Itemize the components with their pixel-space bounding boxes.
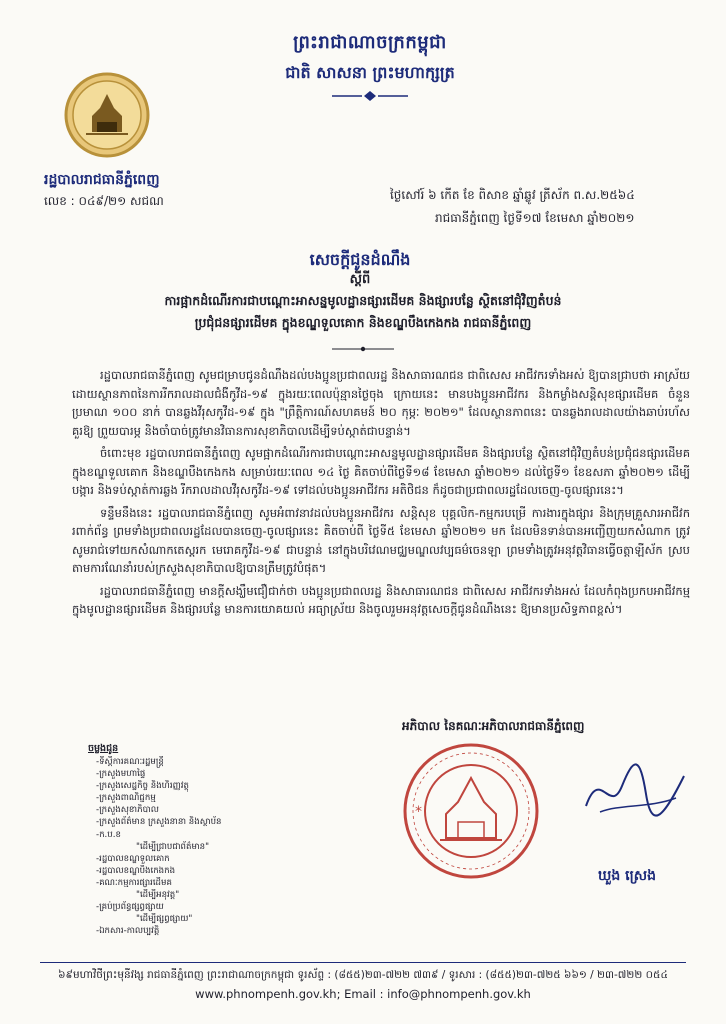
footer-address: ៦៩មហាវិថីព្រះមុនីវង្ស រាជធានីភ្នំពេញ ព្រះរាជាណាចក្រកម្ពុជា ទូរស័ព្ទ : (៨៥៥)២៣-៧២២ ៧៣៩ / ទូរសារ : (៨៥៥)២៣-៧២៥ ៦៦១ / ២៣-៧២២ ០៥៤ bbox=[58, 969, 668, 981]
ornament-divider-icon bbox=[330, 88, 410, 104]
cc-item: -ក្រសួងសេដ្ឋកិច្ច និងហិរញ្ញវត្ថុ bbox=[96, 781, 189, 792]
kingdom-heading: ព្រះរាជាណាចក្រកម្ពុជា bbox=[293, 32, 447, 53]
cc-item: -ក្រសួងពាណិជ្ជកម្ម bbox=[96, 793, 156, 804]
subject-line: ការផ្អាកដំណើរការជាបណ្តោះអាសន្នមូលដ្ឋានផ្សារដើមគ និងផ្សារបន្លែ ស្ថិតនៅជុំវិញតំបន់ bbox=[164, 293, 562, 308]
motto-heading: ជាតិ សាសនា ព្រះមហាក្សត្រ bbox=[285, 63, 455, 82]
footer-rule bbox=[40, 962, 686, 963]
cc-heading: ចម្លងជូន bbox=[88, 743, 119, 754]
signer-title: អភិបាល នៃគណៈអភិបាលរាជធានីភ្នំពេញ bbox=[402, 719, 585, 733]
cc-item: -ឯកសារ-កាលប្បវត្តិ bbox=[96, 926, 160, 937]
official-stamp bbox=[400, 740, 542, 882]
cc-item: "ដើម្បីអនុវត្ត" bbox=[136, 890, 180, 901]
body-paragraph: ទន្ទឹមនឹងនេះ រដ្ឋបាលរាជធានីភ្នំពេញ សូមអំពាវនាវដល់បងប្អូនអាជីវករ សន្តិសុខ បុគ្គលិក-កម្មករបម្រើ ការងារក្នុងផ្សារ និងក្រុមគ្រួសារអាជីវករពាក់ព័ន្ធ ព្រមទាំងប្រជាពលរដ្ឋដែលបានចេញ-ចូលផ្សារនេះ គិតចាប់ពី ថ្ងៃទី៥ ខែមេសា ឆ្នាំ២០២១ មក ដែលមិនទាន់បានអញ្ជើញយកសំណាក ត្រូវសូមរាជ់ទៅយកសំណាកតេស្តរក មេរោគកូវីដ-១៩ ជាបន្ទាន់ នៅក្នុងបរិវេណមជ្ឈមណ្ឌលវប្បធម៌ចេនឡា ព្រមទាំងត្រូវអនុវត្តវិធានធ្វើចត្តាឡីស័ក ស្របតាមការណែនាំរបស់ក្រសួងសុខាភិបាលឱ្យបានត្រឹមត្រូវបំផុត។ bbox=[72, 505, 690, 575]
cc-item: -រដ្ឋបាលខណ្ឌបឹងកេងកង bbox=[96, 865, 176, 876]
cc-item: -ក្រសួងសុខាភិបាល bbox=[96, 805, 159, 816]
signer-name: ឃួង ស្រេង bbox=[598, 868, 656, 884]
cc-item: -ទីស្តីការគណៈរដ្ឋមន្ត្រី bbox=[96, 757, 164, 767]
cc-item: -ក្រសួងមហាផ្ទៃ bbox=[96, 769, 146, 780]
document-subject bbox=[78, 290, 648, 334]
document-title: សេចក្តីជូនដំណឹង bbox=[309, 250, 411, 269]
issuer-name: រដ្ឋបាលរាជធានីភ្នំពេញ bbox=[44, 172, 160, 188]
cc-list bbox=[96, 756, 296, 937]
notice-body bbox=[72, 366, 690, 623]
gregorian-date: រាជធានីភ្នំពេញ ថ្ងៃទី១៧ ខែមេសា ឆ្នាំ២០២១ bbox=[435, 211, 635, 225]
cc-item: -ក្រសួងព័ត៌មាន ក្រសួងនានា និងស្ថាប័ន bbox=[96, 817, 222, 828]
cc-item: -គណៈកម្មការផ្សារដើមគ bbox=[96, 877, 172, 888]
cc-item: -ក.ប.ខ bbox=[96, 829, 121, 840]
body-paragraph: ចំពោះមុខ រដ្ឋបាលរាជធានីភ្នំពេញ សូមផ្អាកដំណើរការជាបណ្តោះអាសន្នមូលដ្ឋានផ្សារដើមគ និងផ្សារបន្លែ ស្ថិតនៅជុំវិញតំបន់ប្រជុំជនផ្សារដើមគ ក្នុងខណ្ឌទួលគោក និងខណ្ឌបឹងកេងកង សម្រាប់រយៈពេល ១៤ ថ្ងៃ គិតចាប់ពីថ្ងៃទី១៨ ខែមេសា ឆ្នាំ២០២១ ដល់ថ្ងៃទី១ ខែឧសភា ឆ្នាំ២០២១ ដើម្បីបង្ការ និងទប់ស្កាត់ការឆ្លង រីករាលដាលវីរុសកូវីដ-១៩ ទៅដល់បងប្អូនអាជីវករ អតិថិជន ក៏ដូចជាប្រជាពលរដ្ឋដែលចេញ-ចូលផ្សារនេះ។ bbox=[72, 446, 690, 497]
body-paragraph: រដ្ឋបាលរាជធានីភ្នំពេញ មានក្តីសង្ឃឹមជឿជាក់ថា បងប្អូនប្រជាពលរដ្ឋ និងសាធារណជន ជាពិសេស អាជីវករទាំងអស់ ដែលកំពុងប្រកបអាជីវកម្មក្នុងមូលដ្ឋានផ្សារដើមគ និងផ្សារបន្លែ មានការយោគយល់ អធ្យាស្រ័យ និងចូលរួមអនុវត្តសេចក្តីជូនដំណឹងនេះ ឱ្យមានប្រសិទ្ធភាពខ្ពស់។ bbox=[72, 583, 690, 616]
handwritten-signature bbox=[580, 746, 690, 826]
subject-line: ប្រជុំជនផ្សារដើមគ ក្នុងខណ្ឌទួលគោក និងខណ្ឌបឹងកេងកង រាជធានីភ្នំពេញ bbox=[194, 315, 532, 330]
cc-item: "ដើម្បីជ្រាបជាព័ត៌មាន" bbox=[136, 841, 210, 852]
city-seal-logo bbox=[64, 72, 150, 158]
svg-text:*: * bbox=[415, 804, 422, 820]
cc-item: -គ្រប់ប្រព័ន្ធផ្សព្វផ្សាយ bbox=[96, 902, 164, 913]
cc-item: "ដើម្បីផ្សព្វផ្សាយ" bbox=[136, 914, 193, 925]
title-about: ស្តីពី bbox=[349, 272, 371, 287]
section-divider-icon bbox=[332, 346, 394, 352]
reference-number: លេខ : ០៤៩/២១ សជណ bbox=[44, 194, 164, 208]
footer-web-contact: www.phnompenh.gov.kh; Email : info@phnompenh.gov.kh bbox=[195, 987, 531, 1001]
body-paragraph: រដ្ឋបាលរាជធានីភ្នំពេញ សូមជម្រាបជូនដំណឹងដល់បងប្អូនប្រជាពលរដ្ឋ និងសាធារណជន ជាពិសេស អាជីវករទាំងអស់ ឱ្យបានជ្រាបថា អាស្រ័យដោយស្ថានភាពនៃការរីករាលដាលជំងឺកូវីដ-១៩ ក្នុងរយៈពេលប៉ុន្មានថ្ងៃចុង ក្រោយនេះ មានបងប្អូនអាជីវករ និងកម្លាំងសន្តិសុខផ្សារដើមគ ចំនួនប្រមាណ ១០០ នាក់ បានឆ្លងវីរុសកូវីដ-១៩ ក្នុង "ព្រឹត្តិការណ៍សហគមន៍ ២០ កុម្ភៈ ២០២១" ដែលស្ថានភាពនេះ បានឆ្លងរាលដាលយ៉ាងឆាប់រហ័ស គួរឱ្យ ព្រួយបារម្ភ និងចាំបាច់ត្រូវមានវិធានការសុខាភិបាលដើម្បីទប់ស្កាត់ជាបន្ទាន់។ bbox=[72, 368, 690, 438]
lunar-date: ថ្ងៃសៅរ៍ ៦ កើត ខែ ពិសាខ ឆ្នាំឆ្លូវ ត្រីស័ក ព.ស.២៥៦៤ bbox=[390, 188, 635, 202]
cc-item: -រដ្ឋបាលខណ្ឌទួលគោក bbox=[96, 853, 170, 864]
